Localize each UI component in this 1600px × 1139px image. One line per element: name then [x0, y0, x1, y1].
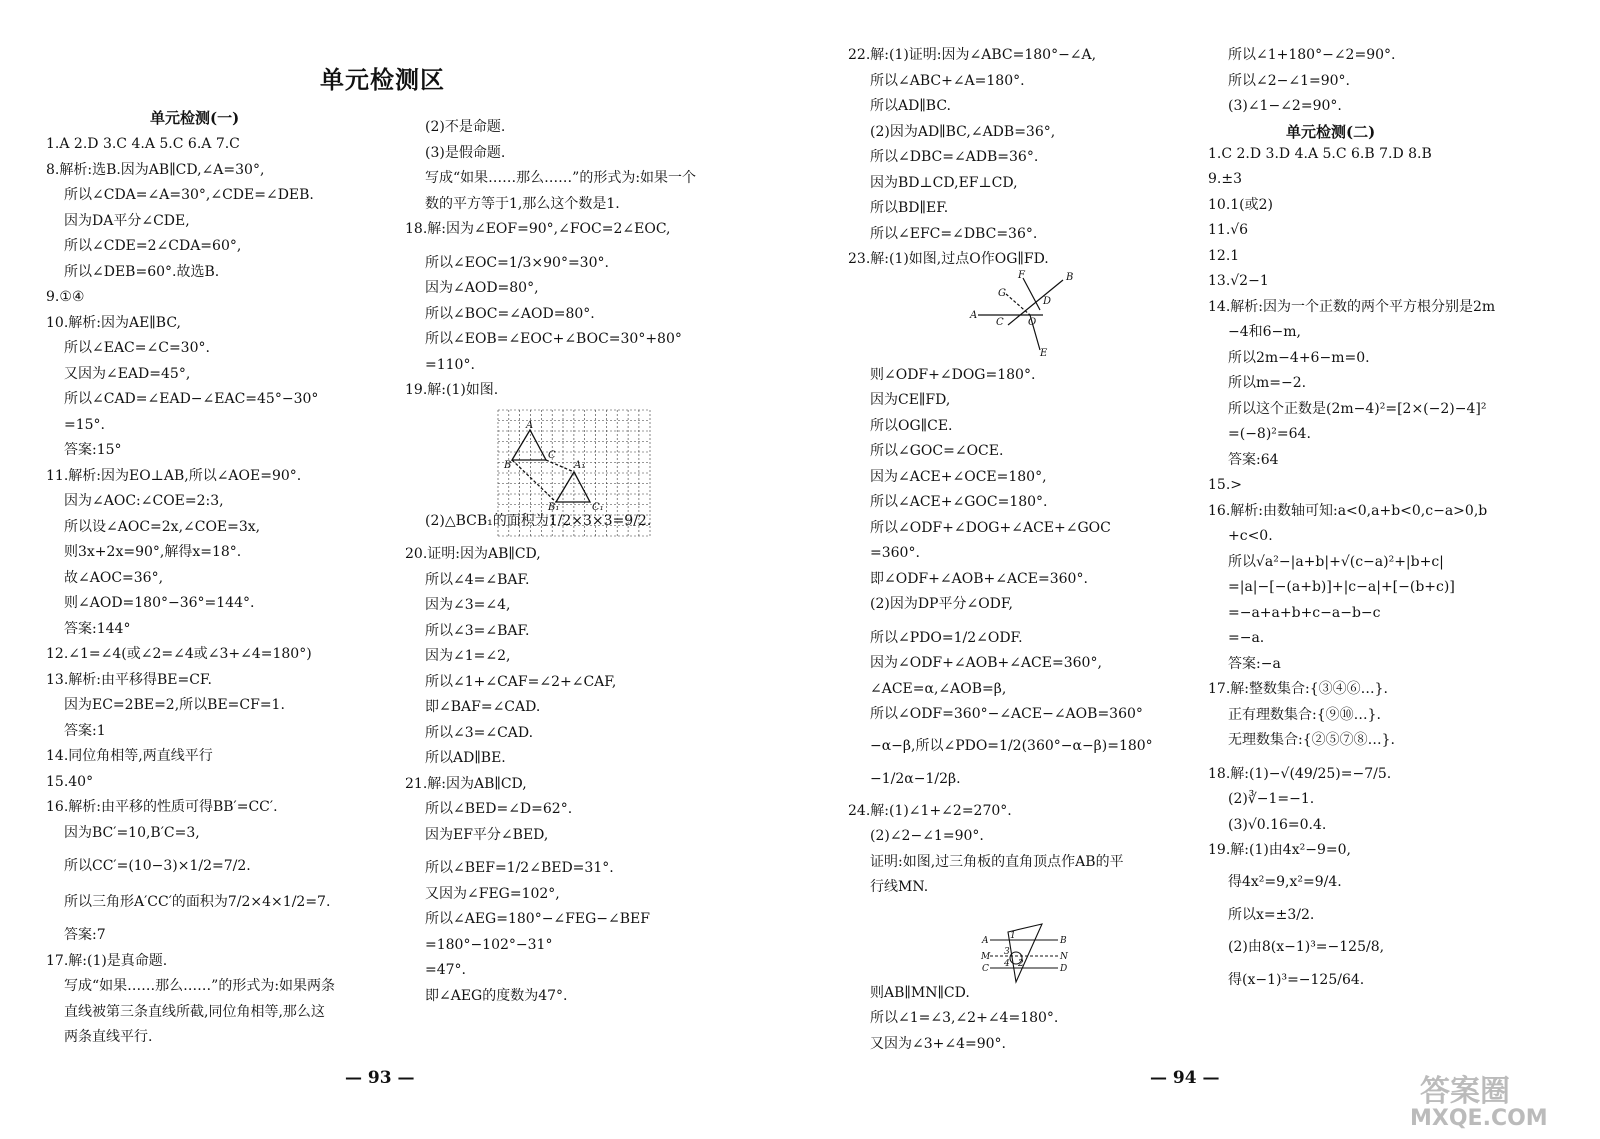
fig24-label-d: D — [1060, 964, 1068, 974]
text-line: (3)∠1−∠2=90°. — [1228, 98, 1342, 114]
fig24-label-b: B — [1060, 936, 1067, 946]
text-line: 因为∠ACE+∠OCE=180°, — [870, 469, 1047, 485]
text-line: 14.解析:因为一个正数的两个平方根分别是2m — [1208, 299, 1496, 315]
text-line: 10.1(或2) — [1208, 197, 1274, 213]
text-line: 因为∠1=∠2, — [425, 648, 511, 664]
text-line: 又因为∠3+∠4=90°. — [870, 1036, 1007, 1052]
text-line: 所以∠BOC=∠AOD=80°. — [425, 306, 595, 322]
text-line: 即∠AEG的度数为47°. — [425, 988, 568, 1004]
text-line: 所以∠3=∠CAD. — [425, 725, 534, 741]
fig19-label-a1: A₁ — [574, 460, 586, 471]
text-line: 所以∠CAD=∠EAD−∠EAC=45°−30° — [64, 391, 319, 407]
text-line: 故∠AOC=36°, — [64, 570, 164, 586]
text-line: (2)因为AD∥BC,∠ADB=36°, — [870, 124, 1056, 140]
text-line: 所以∠AEG=180°−∠FEG−∠BEF — [425, 911, 650, 927]
text-line: 所以∠PDO=1/2∠ODF. — [870, 630, 1023, 646]
text-line: 12.∠1=∠4(或∠2=∠4或∠3+∠4=180°) — [46, 646, 312, 662]
fig19-label-c: C — [548, 450, 556, 461]
text-line: 即∠ODF+∠AOB+∠ACE=360°. — [870, 571, 1088, 587]
text-line: 所以∠EOB=∠EOC+∠BOC=30°+80° — [425, 331, 682, 347]
text-line: 1.A 2.D 3.C 4.A 5.C 6.A 7.C — [46, 136, 240, 152]
text-line: =180°−102°−31° — [425, 937, 553, 953]
text-line: −4和6−m, — [1228, 324, 1302, 340]
text-line: 所以√a²−|a+b|+√(c−a)²+|b+c| — [1228, 554, 1444, 570]
text-line: 所以m=−2. — [1228, 375, 1307, 391]
text-line: 12.1 — [1208, 248, 1240, 264]
text-line: 则∠AOD=180°−36°=144°. — [64, 595, 255, 611]
text-line: 所以AD∥BC. — [870, 98, 952, 114]
text-line: =110°. — [425, 357, 475, 373]
text-line: 21.解:因为AB∥CD, — [405, 776, 527, 792]
text-line: 所以∠DBC=∠ADB=36°. — [870, 149, 1039, 165]
text-line: 19.解:(1)如图. — [405, 382, 499, 398]
text-line: 19.解:(1)由4x²−9=0, — [1208, 842, 1351, 858]
text-line: 则3x+2x=90°,解得x=18°. — [64, 544, 242, 560]
text-line: 所以∠CDA=∠A=30°,∠CDE=∠DEB. — [64, 187, 314, 203]
text-line: 两条直线平行. — [64, 1029, 153, 1045]
text-line: (3)√0.16=0.4. — [1228, 817, 1327, 833]
text-line: 16.解析:由数轴可知:a<0,a+b<0,c−a>0,b — [1208, 503, 1488, 519]
fig24-label-a: A — [982, 936, 989, 946]
watermark-logo — [1400, 1062, 1580, 1132]
text-line: 所以∠EAC=∠C=30°. — [64, 340, 210, 356]
page-number-right: — 94 — — [1150, 1068, 1220, 1088]
text-line: 1.C 2.D 3.D 4.A 5.C 6.B 7.D 8.B — [1208, 146, 1432, 162]
text-line: (2)因为DP平分∠ODF, — [870, 596, 1013, 612]
text-line: 因为∠3=∠4, — [425, 597, 511, 613]
text-line: 因为BC′=10,B′C=3, — [64, 825, 200, 841]
text-line: =47°. — [425, 962, 466, 978]
text-line: 因为CE∥FD, — [870, 392, 951, 408]
text-line: 所以∠ACE+∠GOC=180°. — [870, 494, 1048, 510]
text-line: 24.解:(1)∠1+∠2=270°. — [848, 803, 1012, 819]
text-line: (2)∠2−∠1=90°. — [870, 828, 984, 844]
text-line: 18.解:(1)−√(49/25)=−7/5. — [1208, 766, 1392, 782]
fig23-label-f: F — [1018, 270, 1025, 281]
text-line: 所以∠ODF+∠DOG+∠ACE+∠GOC — [870, 520, 1111, 536]
text-line: 所以OG∥CE. — [870, 418, 953, 434]
text-line: 18.解:因为∠EOF=90°,∠FOC=2∠EOC, — [405, 221, 671, 237]
text-line: 所以∠4=∠BAF. — [425, 572, 530, 588]
text-line: 所以三角形A′CC′的面积为7/2×4×1/2=7. — [64, 894, 331, 910]
text-line: 因为BD⊥CD,EF⊥CD, — [870, 175, 1018, 191]
text-line: 无理数集合:{②⑤⑦⑧…}. — [1228, 732, 1395, 748]
text-line: −1/2α−1/2β. — [870, 771, 961, 787]
page-title: 单元检测区 — [320, 65, 445, 94]
watermark-bottom: MXQE.COM — [1410, 1106, 1548, 1131]
figure-24-diagram — [980, 920, 1070, 988]
fig23-label-o: O — [1028, 317, 1037, 328]
text-line: 正有理数集合:{⑨⑩…}. — [1228, 707, 1381, 723]
fig19-label-b: B — [504, 460, 512, 471]
text-line: 答案:1 — [64, 723, 106, 739]
text-line: 20.证明:因为AB∥CD, — [405, 546, 541, 562]
text-line: 答案:64 — [1228, 452, 1279, 468]
text-line: 所以∠EFC=∠DBC=36°. — [870, 226, 1038, 242]
text-line: 则∠ODF+∠DOG=180°. — [870, 367, 1036, 383]
fig24-label-c: C — [982, 964, 989, 974]
text-line: 所以∠1+180°−∠2=90°. — [1228, 47, 1396, 63]
text-line: 所以这个正数是(2m−4)²=[2×(−2)−4]² — [1228, 401, 1487, 417]
fig19-label-b1: B₁ — [548, 502, 560, 513]
text-line: (2)不是命题. — [425, 119, 506, 135]
text-line: 8.解析:选B.因为AB∥CD,∠A=30°, — [46, 162, 265, 178]
text-line: 所以BD∥EF. — [870, 200, 949, 216]
text-line: 得(x−1)³=−125/64. — [1228, 972, 1365, 988]
text-line: 9.①④ — [46, 289, 85, 305]
section-heading-unit-1: 单元检测(一) — [150, 109, 240, 127]
text-line: 15.40° — [46, 774, 94, 790]
text-line: =15°. — [64, 417, 105, 433]
fig23-label-b: B — [1066, 272, 1074, 283]
text-line: 答案:144° — [64, 621, 131, 637]
text-line: 17.解:整数集合:{③④⑥…}. — [1208, 681, 1388, 697]
text-line: 因为EC=2BE=2,所以BE=CF=1. — [64, 697, 285, 713]
text-line: 所以∠ODF=360°−∠ACE−∠AOB=360° — [870, 706, 1143, 722]
text-line: 答案:−a — [1228, 656, 1281, 672]
text-line: 15.> — [1208, 477, 1242, 493]
text-line: 答案:15° — [64, 442, 122, 458]
fig23-label-d: D — [1043, 296, 1052, 307]
fig24-label-1: 1 — [1010, 931, 1016, 941]
text-line: 所以∠GOC=∠OCE. — [870, 443, 1004, 459]
fig23-label-c: C — [996, 317, 1004, 328]
text-line: 所以设∠AOC=2x,∠COE=3x, — [64, 519, 261, 535]
fig24-label-n: N — [1060, 952, 1068, 962]
text-line: 所以∠ABC+∠A=180°. — [870, 73, 1025, 89]
figure-19-grid — [498, 410, 650, 536]
text-line: 14.同位角相等,两直线平行 — [46, 748, 213, 764]
text-line: 所以x=±3/2. — [1228, 907, 1315, 923]
text-line: 9.±3 — [1208, 171, 1242, 187]
fig24-label-4: 4 — [1004, 959, 1010, 969]
section-heading-unit-2: 单元检测(二) — [1286, 123, 1376, 141]
text-line: 所以∠1+∠CAF=∠2+∠CAF, — [425, 674, 617, 690]
text-line: 因为∠AOC:∠COE=2:3, — [64, 493, 224, 509]
fig24-label-2: 2 — [1018, 959, 1024, 969]
text-line: 所以∠1=∠3,∠2+∠4=180°. — [870, 1010, 1059, 1026]
text-line: 因为EF平分∠BED, — [425, 827, 549, 843]
text-line: 即∠BAF=∠CAD. — [425, 699, 541, 715]
text-line: 11.解析:因为EO⊥AB,所以∠AOE=90°. — [46, 468, 302, 484]
text-line: 因为DA平分∠CDE, — [64, 213, 190, 229]
fig24-label-m: M — [981, 952, 991, 962]
text-line: =−a. — [1228, 630, 1265, 646]
fig23-label-a: A — [970, 310, 978, 321]
text-line: 13.解析:由平移得BE=CF. — [46, 672, 212, 688]
text-line: 所以∠2−∠1=90°. — [1228, 73, 1351, 89]
fig24-label-3: 3 — [1004, 947, 1010, 957]
text-line: 因为∠AOD=80°, — [425, 280, 539, 296]
text-line: 又因为∠FEG=102°, — [425, 886, 560, 902]
fig19-label-a: A — [526, 420, 534, 431]
watermark-top: 答案圈 — [1420, 1074, 1510, 1109]
fig23-label-g: G — [998, 288, 1006, 299]
text-line: 所以∠CDE=2∠CDA=60°, — [64, 238, 242, 254]
fig19-label-c1: C₁ — [592, 502, 604, 513]
text-line: 行线MN. — [870, 879, 929, 895]
text-line: =360°. — [870, 545, 920, 561]
text-line: 证明:如图,过三角板的直角顶点作AB的平 — [870, 854, 1124, 870]
text-line: 答案:7 — [64, 927, 106, 943]
text-line: 所以∠3=∠BAF. — [425, 623, 530, 639]
text-line: 17.解:(1)是真命题. — [46, 953, 168, 969]
text-line: 又因为∠EAD=45°, — [64, 366, 191, 382]
text-line: =(−8)²=64. — [1228, 426, 1311, 442]
text-line: 因为∠ODF+∠AOB+∠ACE=360°, — [870, 655, 1102, 671]
text-line: (3)是假命题. — [425, 145, 506, 161]
text-line: 得4x²=9,x²=9/4. — [1228, 874, 1342, 890]
text-line: 直线被第三条直线所截,同位角相等,那么这 — [64, 1004, 325, 1020]
fig23-label-e: E — [1040, 348, 1048, 359]
text-line: 22.解:(1)证明:因为∠ABC=180°−∠A, — [848, 47, 1097, 63]
text-line: ∠ACE=α,∠AOB=β, — [870, 681, 1007, 697]
text-line: 16.解析:由平移的性质可得BB′=CC′. — [46, 799, 278, 815]
text-line: 23.解:(1)如图,过点O作OG∥FD. — [848, 251, 1049, 267]
text-line: 所以∠BEF=1/2∠BED=31°. — [425, 860, 614, 876]
text-line: 10.解析:因为AE∥BC, — [46, 315, 181, 331]
text-line: +c<0. — [1228, 528, 1273, 544]
text-line: 写成“如果……那么……”的形式为:如果两条 — [64, 978, 336, 994]
text-line: (2)∛−1=−1. — [1228, 791, 1315, 807]
text-line: 所以∠BED=∠D=62°. — [425, 801, 573, 817]
figure-23-diagram — [968, 270, 1088, 359]
text-line: 数的平方等于1,那么这个数是1. — [425, 196, 620, 212]
text-line: 13.√2−1 — [1208, 273, 1269, 289]
text-line: 所以∠EOC=1/3×90°=30°. — [425, 255, 609, 271]
text-line: 写成“如果……那么……”的形式为:如果一个 — [425, 170, 697, 186]
text-line: 所以∠DEB=60°.故选B. — [64, 264, 220, 280]
page-number-left: — 93 — — [345, 1068, 415, 1088]
text-line: 所以2m−4+6−m=0. — [1228, 350, 1370, 366]
text-line: −α−β,所以∠PDO=1/2(360°−α−β)=180° — [870, 738, 1153, 754]
text-line: 则AB∥MN∥CD. — [870, 985, 970, 1001]
text-line: 所以CC′=(10−3)×1/2=7/2. — [64, 858, 251, 874]
text-line: =|a|−[−(a+b)]+|c−a|+[−(b+c)] — [1228, 579, 1455, 595]
text-line: 所以AD∥BE. — [425, 750, 506, 766]
text-line: (2)△BCB₁的面积为1/2×3×3=9/2. — [425, 513, 652, 529]
text-line: =−a+a+b+c−a−b−c — [1228, 605, 1381, 621]
text-line: (2)由8(x−1)³=−125/8, — [1228, 939, 1385, 955]
text-line: 11.√6 — [1208, 222, 1249, 238]
